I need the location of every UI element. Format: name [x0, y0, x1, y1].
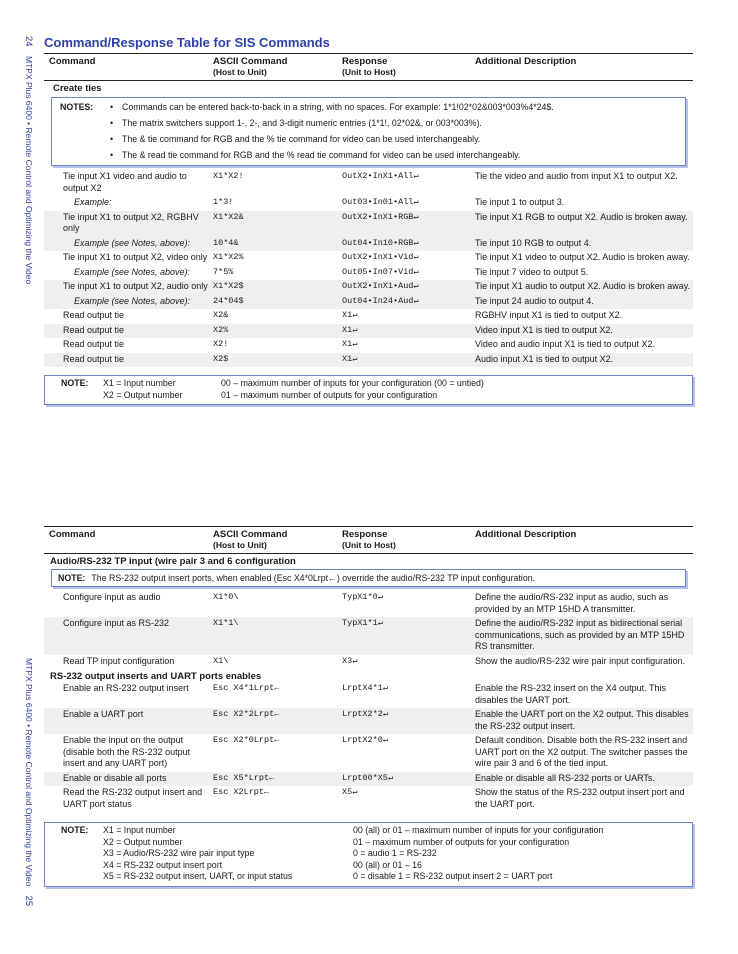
table-row	[44, 196, 693, 211]
cell-description: Tie input 7 video to output 5.	[475, 266, 589, 277]
cell-ascii: X1*X2&	[213, 211, 244, 222]
cell-command: Enable the input on the output (disable both the RS-232 output insert and any UART port)	[63, 735, 191, 768]
table-header	[44, 526, 693, 554]
table-row	[44, 734, 693, 772]
header-response-sub: (Unit to Host)	[342, 67, 396, 77]
header-command: Command	[49, 56, 96, 67]
cell-description: Enable or disable all RS-232 ports or UARTs.	[475, 772, 655, 783]
cell-ascii: 1*3!	[213, 197, 234, 207]
cell-ascii: X2$	[213, 353, 229, 364]
running-header: MTPX Plus 6400 • Remote Control and Optimizing the Video	[24, 56, 34, 285]
cell-ascii: X2%	[213, 324, 229, 335]
cell-description: Define the audio/RS-232 input as bidirectional serial communications, such as provided by an MTP 15HD RS transmitter.	[475, 618, 685, 651]
inline-note	[51, 569, 686, 587]
cell-ascii: Esc X5*Lrpt←	[213, 772, 275, 783]
table-row	[44, 655, 693, 670]
table-row	[44, 591, 693, 617]
cell-description: Define the audio/RS-232 input as audio, such as provided by an MTP 15HD A transmitter.	[475, 592, 669, 614]
footnote-box	[44, 375, 693, 405]
cell-response: X1↵	[342, 339, 358, 349]
notes-label: NOTES:	[60, 102, 94, 112]
cell-command: Enable a UART port	[63, 709, 144, 719]
cell-description: Enable the RS-232 insert on the X4 output. This disables the UART port.	[475, 683, 666, 705]
table-row	[44, 309, 693, 324]
footnote-desc: 0 = audio 1 = RS-232	[353, 848, 437, 859]
note-text: The RS-232 output insert ports, when enabled (Esc X4*0Lrpt←) override the audio/RS-232 TP input configuration.	[91, 573, 536, 583]
header-ascii-sub: (Host to Unit)	[213, 540, 267, 550]
cell-description: Show the audio/RS-232 wire pair input configuration.	[475, 655, 686, 666]
cell-ascii: 7*5%	[213, 266, 234, 277]
cell-command: Read TP input configuration	[63, 655, 175, 666]
cell-description: Tie input X1 RGB to output X2. Audio is broken away.	[475, 211, 688, 222]
cell-response: OutX2•InX1•All↵	[342, 171, 419, 181]
cell-description: Default condition. Disable both the RS-232 insert and UART port on the X2 output. The switcher passes the wire pair 3 and 6 of the tied input.	[475, 735, 688, 768]
footnote-var: X5 = RS-232 output insert, UART, or input status	[103, 871, 293, 882]
table-row	[44, 170, 693, 196]
table-row	[44, 237, 693, 252]
cell-command: Tie input X1 video and audio to output X2	[63, 171, 187, 193]
rs232-table	[44, 526, 693, 887]
list-item: NOTES: • Commands can be entered back-to-back in a string, with no spaces. For example: 1*1!02*02&003*003%4*24$.	[60, 102, 554, 112]
cell-response: Out03•In01•All↵	[342, 197, 419, 207]
cell-ascii: X2!	[213, 339, 229, 349]
cell-description: Tie input 24 audio to output 4.	[475, 295, 594, 306]
cell-description: Audio input X1 is tied to output X2.	[475, 353, 614, 364]
footnote-desc: 0 = disable 1 = RS-232 output insert 2 = UART port	[353, 871, 553, 882]
list-item: • The & tie command for RGB and the % tie command for video can be used interchangeably.	[110, 134, 481, 144]
notes-box	[51, 97, 686, 166]
list-item: • The & read tie command for RGB and the % read tie command for video can be used interchangeably.	[110, 150, 521, 160]
cell-response: LrptX2*0↵	[342, 735, 388, 745]
cell-response: Out05•In07•Vid↵	[342, 266, 419, 277]
footnote-label: NOTE:	[61, 825, 89, 835]
cell-ascii: X1\	[213, 655, 229, 666]
cell-command: Example (see Notes, above):	[74, 237, 191, 248]
header-ascii-sub: (Host to Unit)	[213, 67, 267, 77]
cell-ascii: Esc X2*2Lrpt←	[213, 709, 280, 719]
cell-response: X1↵	[342, 310, 358, 320]
footnote-desc: 00 (all) or 01 – maximum number of inputs for your configuration	[353, 825, 604, 835]
table-body	[44, 591, 693, 669]
table-row	[44, 353, 693, 368]
list-item: • The matrix switchers support 1-, 2-, and 3-digit numeric entries (1*1!, 02*02&, or 003*003%).	[110, 118, 482, 128]
cell-command: Configure input as RS-232	[63, 618, 170, 628]
section-rs232-inserts: RS-232 output inserts and UART ports enables	[50, 671, 262, 682]
table-row	[44, 682, 693, 708]
footnote-label: NOTE:	[61, 378, 89, 388]
cell-response: OutX2•InX1•RGB↵	[342, 211, 419, 222]
footnote-desc: 00 – maximum number of inputs for your configuration (00 = untied)	[221, 378, 484, 388]
cell-ascii: 24*04$	[213, 295, 244, 306]
cell-response: OutX2•InX1•Aud↵	[342, 281, 419, 291]
footnote-var: X2 = Output number	[103, 836, 183, 847]
cell-response: TypX1*1↵	[342, 618, 383, 628]
cell-command: Read output tie	[63, 353, 125, 364]
cell-response: TypX1*0↵	[342, 592, 383, 602]
table-row	[44, 295, 693, 310]
cell-ascii: Esc X4*1Lrpt←	[213, 683, 280, 693]
cell-command: Example:	[74, 197, 112, 207]
footnote-var: X1 = Input number	[103, 378, 176, 388]
cell-ascii: 10*4&	[213, 237, 239, 248]
table-row	[44, 280, 693, 295]
cell-ascii: Esc X2*0Lrpt←	[213, 735, 280, 745]
cell-response: LrptX2*2↵	[342, 709, 388, 719]
cell-ascii: X1*X2%	[213, 252, 244, 262]
cell-command: Tie input X1 to output X2, audio only	[63, 281, 208, 291]
header-response-sub: (Unit to Host)	[342, 540, 396, 550]
page-title: Command/Response Table for SIS Commands	[44, 35, 330, 50]
table-row	[44, 708, 693, 734]
footnote-desc: 00 (all) or 01 – 16	[353, 859, 422, 870]
cell-response: X5↵	[342, 787, 358, 797]
cell-description: Video input X1 is tied to output X2.	[475, 324, 613, 335]
cell-response: Lrpt00*X5↵	[342, 772, 394, 783]
table-row	[44, 617, 693, 655]
cell-command: Read output tie	[63, 310, 125, 320]
header-command: Command	[49, 529, 96, 540]
cell-response: X1↵	[342, 353, 358, 364]
section-create-ties: Create ties	[53, 83, 102, 94]
cell-description: Tie the video and audio from input X1 to output X2.	[475, 171, 678, 181]
cell-description: Enable the UART port on the X2 output. This disables the RS-232 output insert.	[475, 709, 689, 731]
footnote-var: X4 = RS-232 output insert port	[103, 859, 223, 870]
header-description: Additional Description	[475, 529, 577, 540]
footnote-desc: 01 – maximum number of outputs for your configuration	[221, 389, 438, 400]
table-body	[44, 170, 693, 367]
page-number: 24	[23, 36, 34, 47]
header-response: Response	[342, 529, 388, 540]
cell-response: OutX2•InX1•Vid↵	[342, 252, 419, 262]
create-ties-table	[44, 53, 693, 405]
cell-command: Tie input X1 to output X2, video only	[63, 252, 208, 262]
cell-command: Enable or disable all ports	[63, 772, 167, 783]
cell-response: Out04•In24•Aud↵	[342, 295, 419, 306]
table-header	[44, 53, 693, 81]
footnote-var: X2 = Output number	[103, 389, 183, 400]
footnote-var: X3 = Audio/RS-232 wire pair input type	[103, 848, 255, 859]
cell-ascii: X1*0\	[213, 592, 239, 602]
cell-description: Tie input 10 RGB to output 4.	[475, 237, 592, 248]
table-row	[44, 266, 693, 281]
cell-command: Configure input as audio	[63, 592, 161, 602]
running-header: MTPX Plus 6400 • Remote Control and Optimizing the Video	[24, 658, 34, 887]
page-number: 25	[23, 895, 34, 907]
cell-ascii: Esc X2Lrpt←	[213, 787, 270, 797]
header-description: Additional Description	[475, 56, 577, 67]
cell-description: Tie input X1 video to output X2. Audio is broken away.	[475, 252, 690, 262]
table-row	[44, 324, 693, 339]
cell-ascii: X1*1\	[213, 618, 239, 628]
footnote-box	[44, 822, 693, 887]
header-ascii: ASCII Command	[213, 56, 288, 67]
cell-description: Show the status of the RS-232 output insert port and the UART port.	[475, 787, 685, 809]
cell-command: Enable an RS-232 output insert	[63, 683, 189, 693]
cell-ascii: X1*X2$	[213, 281, 244, 291]
table-row	[44, 786, 693, 812]
table-body	[44, 682, 693, 812]
section-audio-rs232: Audio/RS-232 TP input (wire pair 3 and 6 configuration	[50, 556, 296, 567]
header-response: Response	[342, 56, 388, 67]
cell-ascii: X2&	[213, 310, 229, 320]
table-row	[44, 338, 693, 353]
cell-command: Example (see Notes, above):	[74, 266, 191, 277]
cell-description: Tie input 1 to output 3.	[475, 197, 565, 207]
cell-command: Read output tie	[63, 339, 125, 349]
cell-command: Read the RS-232 output insert and UART port status	[63, 787, 203, 809]
footnote-desc: 01 – maximum number of outputs for your configuration	[353, 836, 570, 847]
note-label: NOTE:	[58, 573, 86, 583]
cell-description: RGBHV input X1 is tied to output X2.	[475, 310, 623, 320]
cell-response: Out04•In10•RGB↵	[342, 237, 419, 248]
cell-response: X1↵	[342, 324, 358, 335]
cell-command: Example (see Notes, above):	[74, 295, 191, 306]
cell-ascii: X1*X2!	[213, 171, 244, 181]
cell-response: LrptX4*1↵	[342, 683, 388, 693]
cell-response: X3↵	[342, 655, 358, 666]
cell-description: Video and audio input X1 is tied to output X2.	[475, 339, 655, 349]
table-row	[44, 211, 693, 237]
table-row	[44, 772, 693, 787]
cell-command: Tie input X1 to output X2, RGBHV only	[63, 211, 199, 233]
cell-description: Tie input X1 audio to output X2. Audio is broken away.	[475, 281, 691, 291]
footnote-var: X1 = Input number	[103, 825, 176, 835]
table-row	[44, 251, 693, 266]
cell-command: Read output tie	[63, 324, 125, 335]
header-ascii: ASCII Command	[213, 529, 288, 540]
